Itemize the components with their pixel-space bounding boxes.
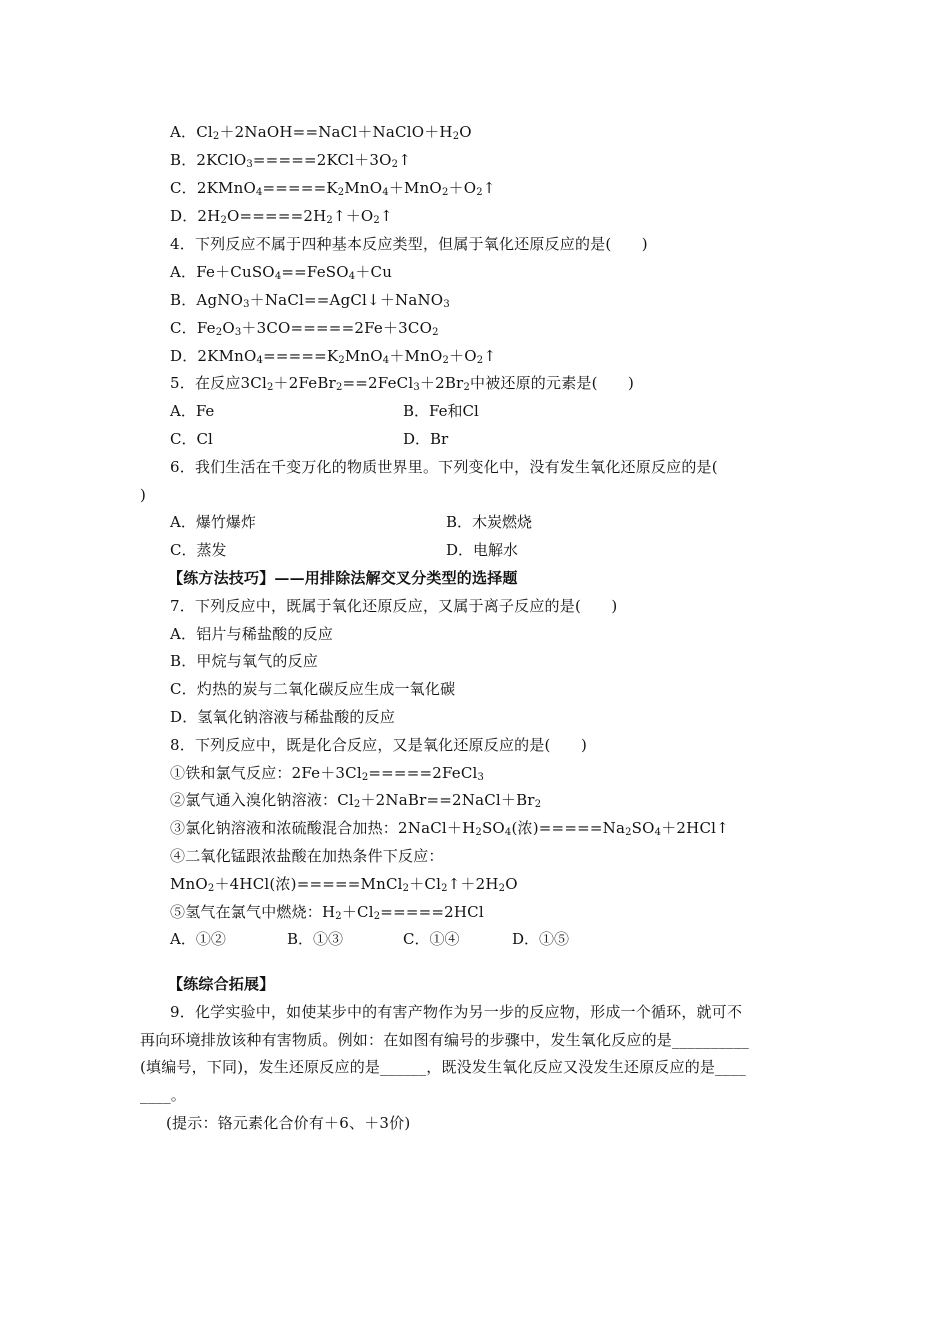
q6-option-c: C．蒸发: [170, 541, 227, 559]
q3-option-a: A．$Cl_2+2NaOH==NaCl+NaClO+H_2O$: [170, 123, 472, 142]
q8-reaction-4-equation: MnO$_2$＋4HCl(浓)$=====MnCl_2+Cl_2↑+2H_2O$: [170, 875, 518, 894]
q9-line-3: (填编号，下同)，发生还原反应的是______，既没发生氧化反应又没发生还原反应的是____: [140, 1058, 746, 1076]
q3-option-c: C．$2KMnO_4=====K_2MnO_4+MnO_2+O_2↑$: [170, 179, 496, 198]
q8-option-b: B．①③: [287, 930, 344, 948]
q8-option-c: C．①④: [403, 930, 460, 948]
q6-option-d: D．电解水: [446, 541, 519, 559]
q5-option-a: A．Fe: [170, 402, 215, 420]
q5-option-c: C．Cl: [170, 430, 213, 448]
q8-stem: 8．下列反应中，既是化合反应，又是氧化还原反应的是( ): [170, 736, 588, 754]
q9-line-2: 再向环境排放该种有害物质。例如：在如图有编号的步骤中，发生氧化反应的是__________: [140, 1031, 750, 1049]
q4-option-d: D．$2KMnO_4=====K_2MnO_4+MnO_2+O_2↑$: [170, 347, 497, 366]
q5-stem: 5．在反应$3Cl_2+2FeBr_2==2FeCl_3+2Br_2$中被还原的元素是( ): [170, 374, 635, 393]
q7-option-d: D．氢氧化钠溶液与稀盐酸的反应: [170, 708, 396, 726]
q6-option-b: B．木炭燃烧: [446, 513, 533, 531]
q8-reaction-2: ②氯气通入溴化钠溶液：$Cl_2+2NaBr==2NaCl+Br_2$: [170, 791, 542, 810]
q4-option-c: C．$Fe_2O_3+3CO=====2Fe+3CO_2$: [170, 319, 439, 338]
q7-option-a: A．铝片与稀盐酸的反应: [170, 625, 334, 643]
q7-option-b: B．甲烷与氧气的反应: [170, 652, 319, 670]
q9-hint: (提示：铬元素化合价有＋6、＋3价): [166, 1114, 411, 1132]
q8-option-a: A．①②: [170, 930, 226, 948]
q7-option-c: C．灼热的炭与二氧化碳反应生成一氧化碳: [170, 680, 456, 698]
q4-option-a: A．Fe＋CuSO$_4$==FeSO$_4$＋Cu: [170, 263, 393, 282]
q8-reaction-3: ③氯化钠溶液和浓硫酸混合加热：$2NaCl+H_2SO_4$(浓)$=====Na_2SO_4+2HCl↑$: [170, 819, 729, 838]
q9-line-1: 9．化学实验中，如使某步中的有害产物作为另一步的反应物，形成一个循环，就可不: [170, 1003, 743, 1021]
q4-option-b: B．AgNO$_3$＋NaCl==AgCl↓＋NaNO$_3$: [170, 291, 450, 310]
q8-reaction-5: ⑤氢气在氯气中燃烧：$H_2+Cl_2=====2HCl$: [170, 903, 484, 922]
q8-reaction-1: ①铁和氯气反应：$2Fe+3Cl_2=====2FeCl_3$: [170, 764, 485, 783]
q6-stem-cont: ): [140, 486, 147, 504]
q5-option-d: D．Br: [403, 430, 449, 448]
q3-option-b: B．$2KClO_3=====2KCl+3O_2↑$: [170, 151, 411, 170]
section-heading-methods: 【练方法技巧】——用排除法解交叉分类型的选择题: [168, 569, 518, 587]
q5-option-b: B．Fe和Cl: [403, 402, 479, 420]
section-heading-extension: 【练综合拓展】: [168, 975, 275, 993]
q8-option-d: D．①⑤: [512, 930, 570, 948]
q7-stem: 7．下列反应中，既属于氧化还原反应，又属于离子反应的是( ): [170, 597, 618, 615]
q8-reaction-4: ④二氧化锰跟浓盐酸在加热条件下反应：: [170, 847, 444, 865]
q6-stem: 6．我们生活在千变万化的物质世界里。下列变化中，没有发生氧化还原反应的是(: [170, 458, 718, 476]
q6-option-a: A．爆竹爆炸: [170, 513, 256, 531]
q3-option-d: D．$2H_2O=====2H_2↑+O_2↑$: [170, 207, 393, 226]
q9-line-4: ____。: [140, 1086, 187, 1104]
q4-stem: 4．下列反应不属于四种基本反应类型，但属于氧化还原反应的是( ): [170, 235, 648, 253]
